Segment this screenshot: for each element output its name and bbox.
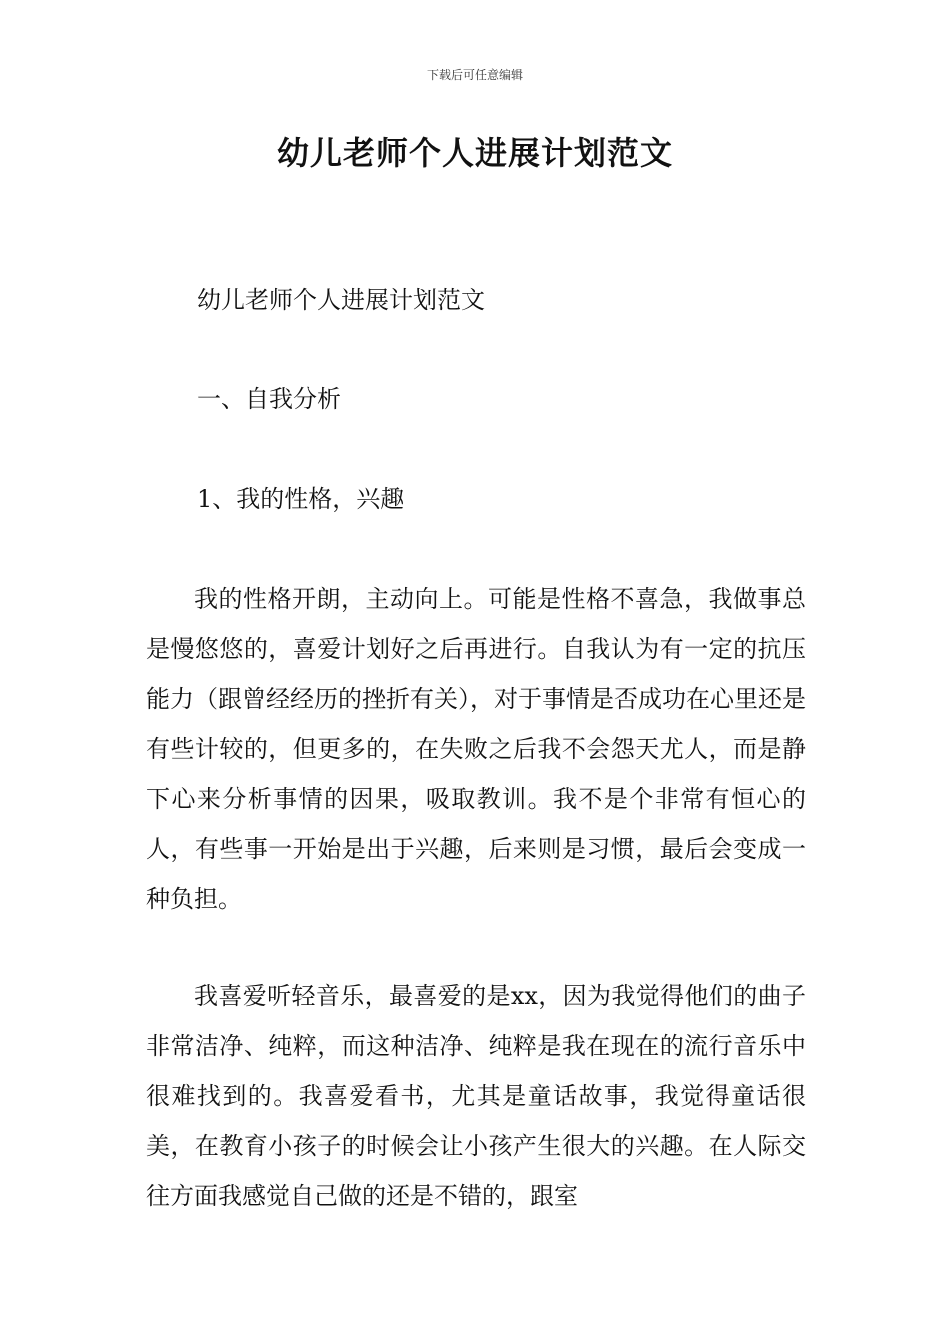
document-title: 幼儿老师个人进展计划范文	[276, 134, 673, 172]
document-subtitle: 幼儿老师个人进展计划范文	[197, 286, 485, 314]
header-note: 下载后可任意编辑	[426, 68, 523, 82]
subsection-heading: 1、我的性格，兴趣	[197, 485, 405, 513]
paragraph-interests: 我喜爱听轻音乐，最喜爱的是xx，因为我觉得他们的曲子非常洁净、纯粹，而这种洁净、纯粹是我在现在的流行音乐中很难找到的。我喜爱看书，尤其是童话故事，我觉得童话很美，在教育小孩子的时候会让小孩产生很大的兴趣。在人际交往方面我感觉自己做的还是不错的，跟室	[146, 982, 806, 1210]
paragraph-personality: 我的性格开朗，主动向上。可能是性格不喜急，我做事总是慢悠悠的，喜爱计划好之后再进行。自我认为有一定的抗压能力（跟曾经经历的挫折有关），对于事情是否成功在心里还是有些计较的，但更多的，在失败之后我不会怨天尤人，而是静下心来分析事情的因果，吸取教训。我不是个非常有恒心的人，有些事一开始是出于兴趣，后来则是习惯，最后会变成一种负担。	[146, 585, 806, 913]
section-heading: 一、自我分析	[197, 385, 341, 413]
